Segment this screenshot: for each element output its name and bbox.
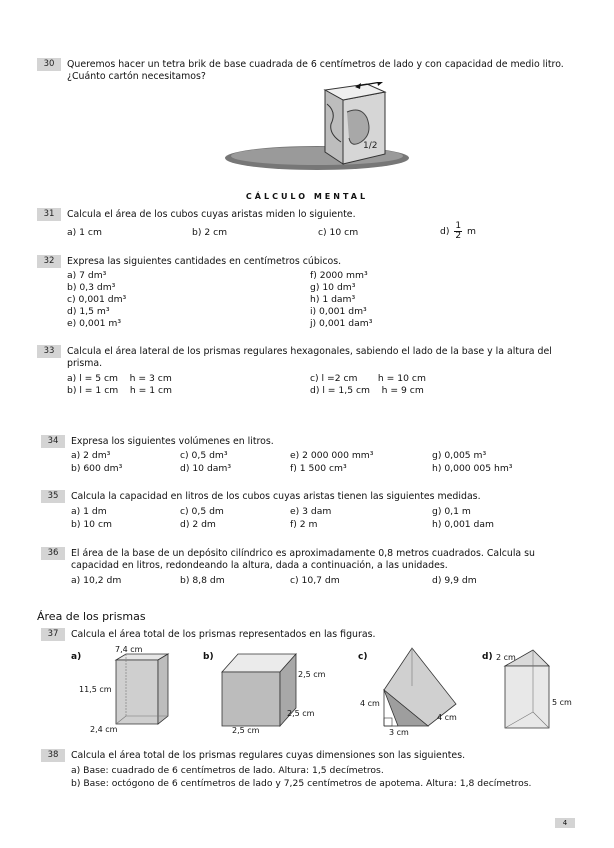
problem-34-text: Expresa los siguientes volúmenes en litros. [71, 436, 274, 447]
problem-number-32: 32 [37, 255, 61, 268]
p33-item-d: d) l = 1,5 cm h = 9 cm [310, 385, 424, 396]
fig-b-bottom-dim: 2,5 cm [232, 726, 260, 735]
p38-item-a: a) Base: cuadrado de 6 centímetros de lado. Altura: 1,5 decímetros. [71, 765, 384, 776]
p35-item-f: f) 2 m [290, 519, 318, 530]
problem-32-text: Expresa las siguientes cantidades en centímetros cúbicos. [67, 256, 342, 267]
p32-item-f: f) 2000 mm³ [310, 270, 368, 281]
p36-option-c: c) 10,7 dm [290, 575, 340, 586]
figure-c-label: c) [358, 652, 368, 662]
p33-item-b: b) l = 1 cm h = 1 cm [67, 385, 173, 396]
problem-number-37: 37 [41, 628, 65, 641]
p38-item-b: b) Base: octógono de 6 centímetros de lado y 7,25 centímetros de apotema. Altura: 1,8 decímetros. [71, 778, 532, 789]
problem-31-option-a: a) 1 cm [67, 227, 102, 238]
p34-item-d: d) 10 dam³ [180, 463, 232, 474]
fig-d-top-dim: 2 cm [496, 653, 516, 662]
p32-item-d: d) 1,5 m³ [67, 306, 110, 317]
problem-number-34: 34 [41, 435, 65, 448]
problem-31-option-b: b) 2 cm [192, 227, 228, 238]
problem-number-30: 30 [37, 58, 61, 71]
problem-33-text: Calcula el área lateral de los prismas regulares hexagonales, sabiendo el lado de la base y la altura del prisma. [67, 346, 552, 369]
p34-item-e: e) 2 000 000 mm³ [290, 450, 374, 461]
p32-item-i: i) 0,001 dm³ [310, 306, 367, 317]
p33-item-c: c) l =2 cm h = 10 cm [310, 373, 426, 384]
problem-number-35: 35 [41, 490, 65, 503]
p35-item-b: b) 10 cm [71, 519, 112, 530]
problem-number-36: 36 [41, 547, 65, 560]
p32-item-g: g) 10 dm³ [310, 282, 356, 293]
problem-number-38: 38 [41, 749, 65, 762]
p34-item-f: f) 1 500 cm³ [290, 463, 347, 474]
problem-30-text: Queremos hacer un tetra brik de base cuadrada de 6 centímetros de lado y con capacidad de medio litro. ¿Cuánto cartón necesitamos? [67, 59, 564, 82]
problem-38-text: Calcula el área total de los prismas regulares cuyas dimensiones son las siguientes. [71, 750, 466, 761]
p35-item-e: e) 3 dam [290, 506, 332, 517]
p32-item-h: h) 1 dam³ [310, 294, 356, 305]
fig-c-bottom-dim: 3 cm [389, 728, 409, 737]
problem-35-text: Calcula la capacidad en litros de los cubos cuyas aristas tienen las siguientes medidas. [71, 491, 481, 502]
p32-item-e: e) 0,001 m³ [67, 318, 122, 329]
problem-number-33: 33 [37, 345, 61, 358]
p34-item-h: h) 0,000 005 hm³ [432, 463, 513, 474]
p32-item-a: a) 7 dm³ [67, 270, 107, 281]
fig-d-right-dim: 5 cm [552, 698, 572, 707]
svg-text:1/2: 1/2 [363, 141, 378, 151]
fig-b-right-mid-dim: 2,5 cm [287, 709, 315, 718]
p36-option-a: a) 10,2 dm [71, 575, 122, 586]
p34-item-b: b) 600 dm³ [71, 463, 123, 474]
p36-option-d: d) 9,9 dm [432, 575, 477, 586]
problem-number-31: 31 [37, 208, 61, 221]
p33-item-a: a) l = 5 cm h = 3 cm [67, 373, 172, 384]
figure-d-label: d) [482, 652, 493, 662]
p32-item-b: b) 0,3 dm³ [67, 282, 116, 293]
fig-c-right-dim: 4 cm [437, 713, 457, 722]
figure-a-label: a) [71, 652, 82, 662]
fig-a-top-dim: 7,4 cm [115, 645, 143, 654]
p35-item-c: c) 0,5 dm [180, 506, 224, 517]
p35-item-h: h) 0,001 dam [432, 519, 494, 530]
p32-item-j: j) 0,001 dam³ [310, 318, 373, 329]
p35-item-g: g) 0,1 m [432, 506, 471, 517]
figure-b-label: b) [203, 652, 214, 662]
problem-36-text: El área de la base de un depósito cilíndrico es aproximadamente 0,8 metros cuadrados. Calcula su capacidad en litros, redondeando la altura, dada a continuación, a las unidades. [71, 548, 535, 571]
p32-item-c: c) 0,001 dm³ [67, 294, 127, 305]
problem-31-text: Calcula el área de los cubos cuyas aristas miden lo siguiente. [67, 209, 356, 220]
p36-option-b: b) 8,8 dm [180, 575, 225, 586]
section-title-prism-area: Área de los prismas [37, 610, 146, 623]
problem-37-text: Calcula el área total de los prismas representados en las figuras. [71, 629, 376, 640]
fig-a-bottom-dim: 2,4 cm [90, 725, 118, 734]
prism-a-figure [112, 652, 174, 732]
p34-item-g: g) 0,005 m³ [432, 450, 487, 461]
fig-c-left-dim: 4 cm [360, 699, 380, 708]
p34-item-c: c) 0,5 dm³ [180, 450, 228, 461]
page-number: 4 [555, 818, 575, 828]
p35-item-d: d) 2 dm [180, 519, 216, 530]
fig-a-left-dim: 11,5 cm [79, 685, 112, 694]
p35-item-a: a) 1 dm [71, 506, 107, 517]
problem-31-option-c: c) 10 cm [318, 227, 359, 238]
mental-calc-heading: CÁLCULO MENTAL [245, 192, 369, 201]
problem-31-option-d: d) $\frac{1}{2}$ m [440, 221, 476, 241]
fraction-one-half: $\frac{1}{2}$ [455, 221, 462, 241]
fig-b-right-top-dim: 2,5 cm [298, 670, 326, 679]
p34-item-a: a) 2 dm³ [71, 450, 111, 461]
tetra-brik-illustration [225, 82, 415, 174]
